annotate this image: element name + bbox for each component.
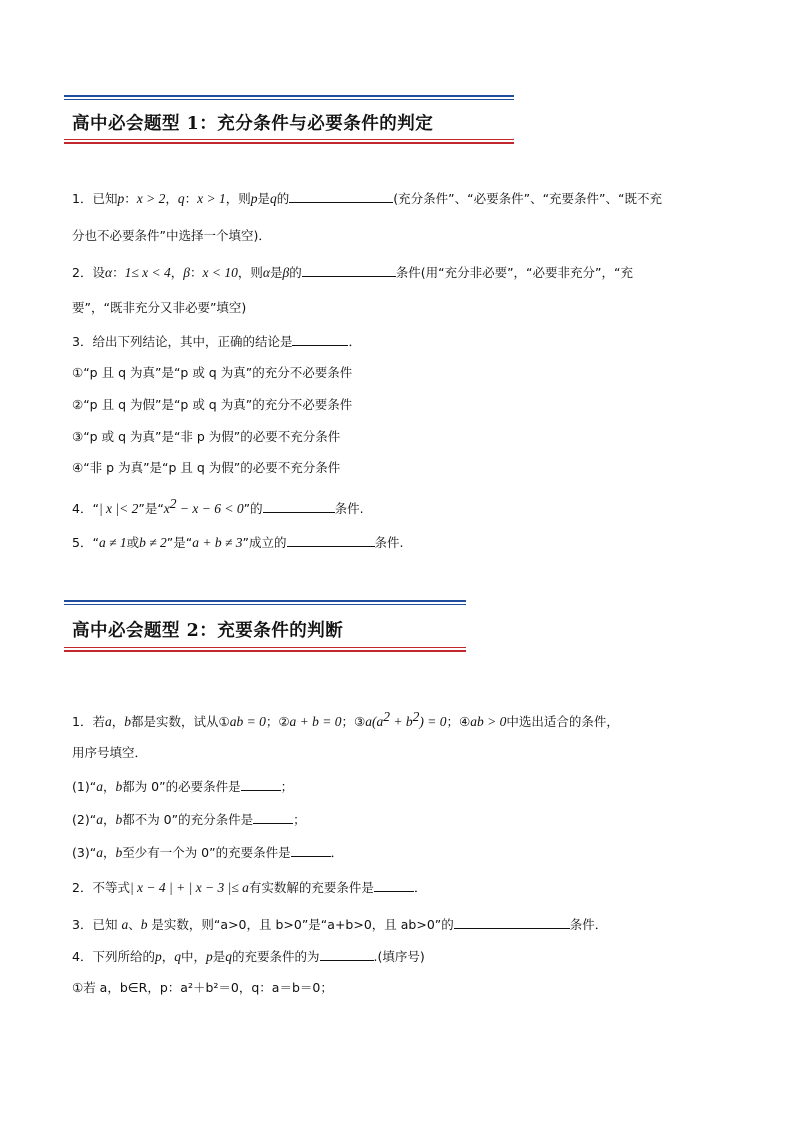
answer-blank[interactable] — [292, 333, 348, 346]
s1-question-3: 3．给出下列结论，其中，正确的结论是 ． — [72, 334, 361, 349]
section-1-title: 高中必会题型 1：充分条件与必要条件的判定 — [72, 114, 434, 134]
s1-q3-option-3: ③“p 或 q 为真”是“非 p 为假”的必要不充分条件 — [72, 429, 341, 444]
answer-blank[interactable] — [241, 778, 281, 791]
s2-question-2: 2．不等式| x − 4 | + | x − 3 |≤ a有实数解的充要条件是 ． — [72, 880, 427, 895]
s1-q3-option-4: ④“非 p 为真”是“p 且 q 为假”的必要不充分条件 — [72, 460, 341, 475]
header-rule-top-thin — [64, 604, 466, 605]
header-rule-bottom — [64, 142, 514, 144]
answer-blank[interactable] — [302, 264, 396, 277]
s2-question-1-line-2: 用序号填空． — [72, 745, 148, 760]
answer-blank[interactable] — [287, 534, 375, 547]
header-rule-top — [64, 95, 514, 97]
s2-question-3: 3．已知 a、b 是实数，则“a>0，且 b>0”是“a+b>0，且 ab>0”的 条件． — [72, 917, 608, 932]
s1-question-1-line-2: 分也不必要条件”中选择一个填空)． — [72, 228, 271, 243]
answer-blank[interactable] — [454, 916, 570, 929]
s2-q1-sub-2: (2)“a，b都不为 0”的充分条件是 ； — [72, 812, 306, 827]
s2-question-4: 4．下列所给的p，q中，p是q的充要条件的为 .(填序号) — [72, 949, 425, 964]
section-2-title: 高中必会题型 2：充要条件的判断 — [72, 621, 344, 641]
s2-question-1-line-1: 1．若a，b都是实数，试从①ab = 0；②a + b = 0；$③a(a^2 + b^2) = 0$；④ab > 0中选出适合的条件， — [72, 709, 619, 730]
s2-q1-sub-3: (3)“a，b至少有一个为 0”的充要条件是 ． — [72, 845, 344, 860]
answer-blank[interactable] — [320, 948, 374, 961]
header-rule-bottom — [64, 650, 466, 652]
s1-q3-option-2: ②“p 且 q 为假”是“p 或 q 为真”的充分不必要条件 — [72, 397, 353, 412]
s1-question-4: 4．“| x |< 2”是“$x^2 - x - 6 < 0$”的 条件. — [72, 496, 364, 517]
s1-question-2-line-2: 要”，“既非充分又非必要”填空) — [72, 300, 247, 315]
answer-blank[interactable] — [291, 844, 331, 857]
s1-question-5: 5．“a ≠ 1或b ≠ 2”是“a + b ≠ 3”成立的 条件. — [72, 535, 404, 550]
s1-question-1-line-1: 1．已知p：x > 2，q：x > 1，则p是q的 (充分条件”、“必要条件”、“充要条件”、“既不充 — [72, 191, 663, 206]
s1-q3-option-1: ①“p 且 q 为真”是“p 或 q 为真”的充分不必要条件 — [72, 365, 353, 380]
header-rule-bottom-thin — [64, 139, 514, 140]
section-2-header — [64, 600, 466, 654]
answer-blank[interactable] — [289, 190, 393, 203]
answer-blank[interactable] — [253, 811, 293, 824]
section-1-header — [64, 95, 514, 145]
header-rule-top — [64, 600, 466, 602]
s2-q1-sub-1: (1)“a，b都为 0”的必要条件是 ； — [72, 779, 294, 794]
header-rule-top-thin — [64, 99, 514, 100]
s1-question-2-line-1: 2．设α：1≤ x < 4，β：x < 10，则α是β的 条件(用“充分非必要”，“必要非充分”，“充 — [72, 265, 633, 280]
s2-q4-option-1: ①若 a，b∈R，p：a²＋b²＝0，q：a＝b＝0； — [72, 980, 333, 995]
header-rule-bottom-thin — [64, 647, 466, 648]
answer-blank[interactable] — [374, 879, 414, 892]
answer-blank[interactable] — [263, 500, 335, 513]
